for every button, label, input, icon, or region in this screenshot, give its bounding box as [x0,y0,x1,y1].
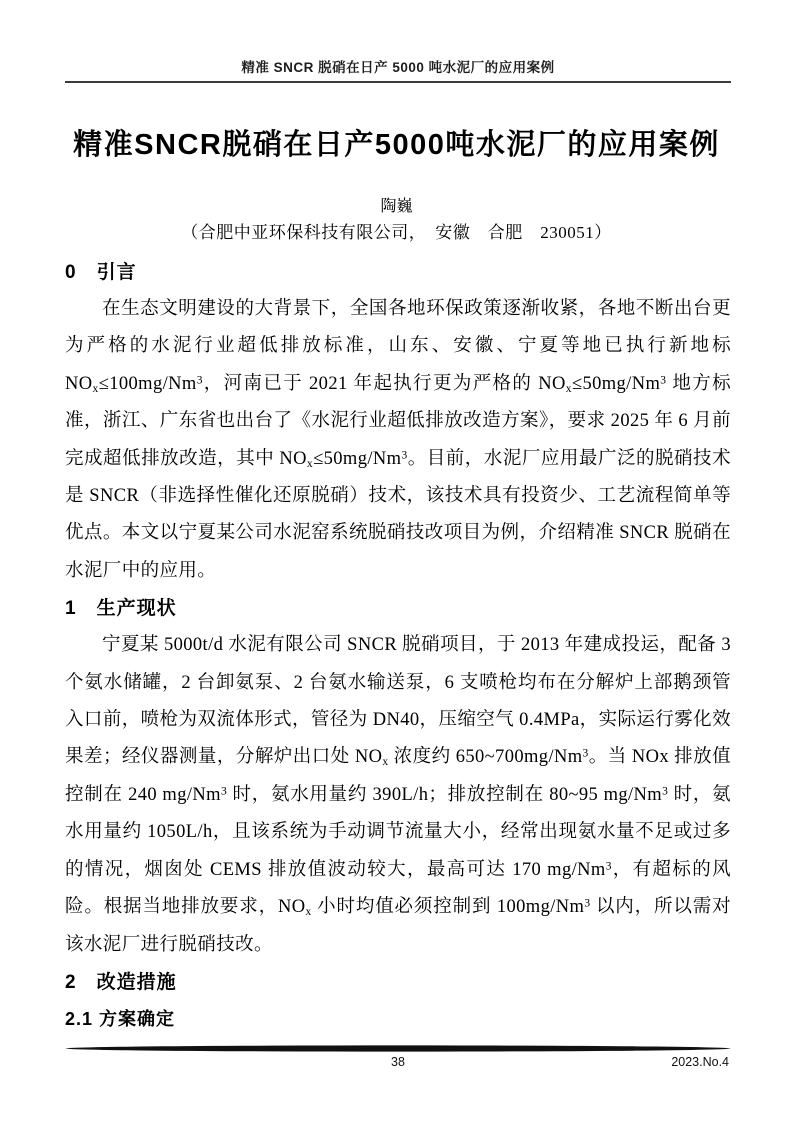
text-run: ，有超标的风险。根据当地排放要求，NO [65,859,731,918]
text-run: ≤100mg/Nm [98,373,197,394]
superscript-text: 3 [662,785,669,798]
author-affiliation: （合肥中亚环保科技有限公司， 安徽 合肥 230051） [181,223,612,242]
issue-label: 2023.No.4 [671,1055,729,1069]
page-number: 38 [391,1055,405,1069]
superscript-text: 3 [584,897,591,910]
subscript-text: x [306,457,314,470]
superscript-text: 3 [196,374,203,387]
superscript-text: 3 [660,374,667,387]
subscript-text: x [305,905,312,918]
subscript-text: x [565,382,572,395]
footer-row [65,1055,731,1069]
subsection-heading: 2.1 方案确定 [65,1008,176,1029]
text-run: 宁夏某 5000t/d 水泥有限公司 SNCR 脱硝项目，于 2013 年建成投运，配备 3 个氨水储罐，2 台卸氨泵、2 台氨水输送泵，6 支喷枪均布在分解炉上部鹅颈管入口前，喷枪为双流体形式，管径为 DN40，压缩空气 0.4MPa，实际运行雾化效果差；经仪器测量，分解炉出口处 NO [65,635,731,768]
text-run: 在生态文明建设的大背景下，全国各地环保政策逐渐收紧，各地不断出台更为严格的水泥行业超低排放标准，山东、安徽、宁夏等地已执行新地标NO [65,299,731,394]
superscript-text: 3 [220,785,228,798]
section-heading: 0 引言 [65,262,137,283]
text-run: 时，氨水用量约 390L/h；排放控制在 80~95 mg/Nm [227,784,663,805]
superscript-text: 3 [401,448,408,461]
document-body [65,254,731,1038]
text-run: 以内，所以需对该水泥厂进行脱硝技改。 [65,897,731,955]
text-run: ，河南已于 2021 年起执行更为严格的 NO [202,373,566,394]
footer-rule [65,1045,731,1052]
section-heading: 2 改造措施 [65,971,177,993]
text-run: 。当 NOx 排放值控制在 240 mg/Nm [65,747,731,805]
running-title: 精准 SNCR 脱硝在日产 5000 吨水泥厂的应用案例 [241,60,555,75]
text-run: 地方标准，浙江、广东省也出台了《水泥行业超低排放改造方案》，要求 2025 年 6 月前完成超低排放改造，其中 NO [65,373,731,469]
text-run: 。目前，水泥厂应用最广泛的脱硝技术是 SNCR（非选择性催化还原脱硝）技术，该技术具有投资少、工艺流程简单等优点。本文以宁夏某公司水泥窑系统脱硝技改项目为例，介绍精准 SNCR 脱硝在水泥厂中的应用。 [65,448,731,581]
superscript-text: 3 [605,859,612,872]
text-run: ≤50mg/Nm [571,373,661,394]
text-run: 浓度约 650~700mg/Nm [388,747,583,768]
page-header [65,56,731,83]
section-heading: 1 生产现状 [65,598,177,620]
paragraph [65,291,731,590]
subscript-text: x [92,382,99,395]
text-run: 时，氨水用量约 1050L/h，且该系统为手动调节流量大小，经常出现氨水量不足或过多的情况，烟囱处 CEMS 排放值波动较大，最高可达 170 mg/Nm [65,784,732,880]
subscript-text: x [382,756,389,769]
superscript-text: 3 [582,747,589,760]
page-footer [65,1045,731,1069]
text-run: ≤50mg/Nm [313,448,402,469]
paragraph [65,627,731,964]
article-title: 精准SNCR脱硝在日产5000吨水泥厂的应用案例 [73,129,720,161]
text-run: 小时均值必须控制到 100mg/Nm [311,897,585,918]
author-name: 陶巍 [380,198,413,215]
